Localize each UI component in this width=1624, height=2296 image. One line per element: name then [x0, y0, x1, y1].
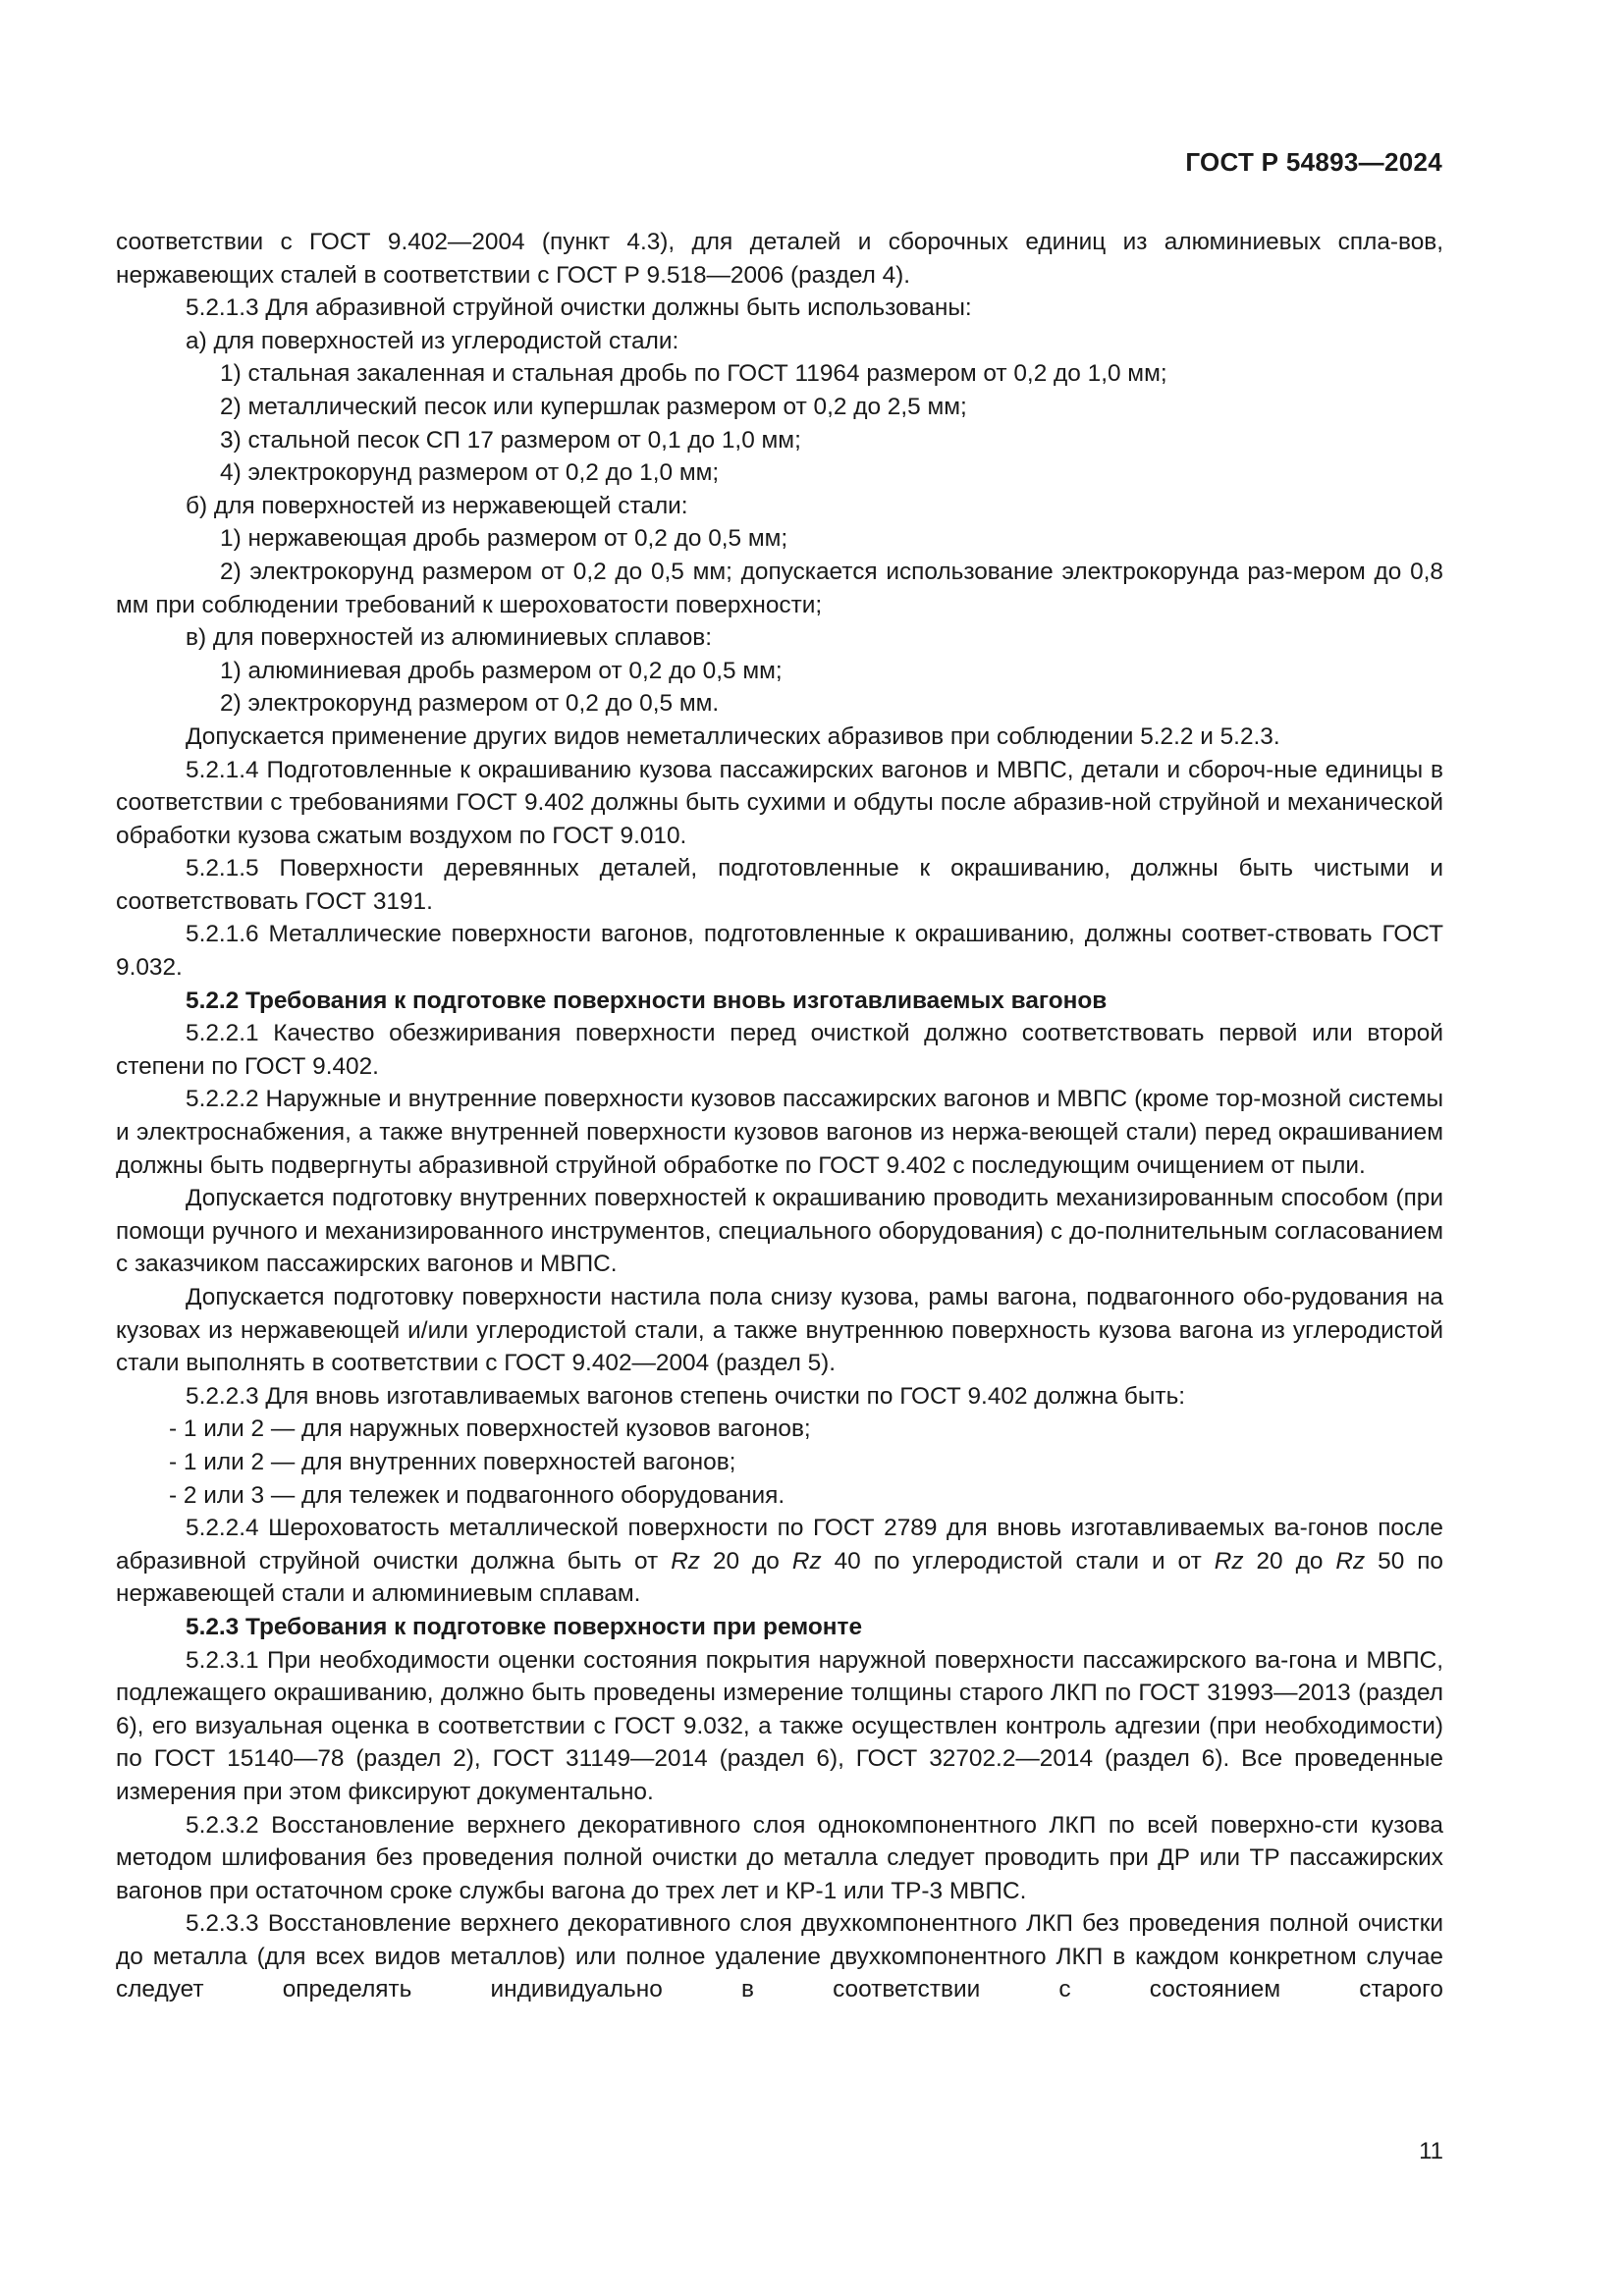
paragraph: 5.2.1.6 Металлические поверхности вагонов, подготовленные к окрашиванию, должны соответ-ствовать ГОСТ 9.032.	[116, 921, 1443, 982]
paragraph: Допускается подготовку поверхности настила пола снизу кузова, рамы вагона, подвагонного обо-рудования на кузовах из нержавеющей и/или углеродистой стали, а также внутреннюю поверхность кузова вагона из углеродистой стали выполнять в соответствии с ГОСТ 9.402—2004 (раздел 5).	[116, 1284, 1443, 1377]
paragraph: 5.2.3.2 Восстановление верхнего декоративного слоя однокомпонентного ЛКП по всей поверхно-сти кузова методом шлифования без проведения полной очистки до металла следует проводить при ДР или ТР пассажирских вагонов при остаточном сроке службы вагона до трех лет и КР-1 или ТР-3 МВПС.	[116, 1811, 1443, 1904]
paragraph: 5.2.1.3 Для абразивной струйной очистки должны быть использованы:	[186, 294, 972, 322]
paragraph: 5.2.2.4 Шероховатость металлической поверхности по ГОСТ 2789 для вновь изготавливаемых ва-гонов после абразивной струйной очистки должна быть от Rz 20 до Rz 40 по углеродистой стали и от Rz 20 до Rz 50 по нержавеющей стали и алюминиевым сплавам.	[116, 1515, 1444, 1608]
list-item: а) для поверхностей из углеродистой стали:	[186, 327, 679, 354]
paragraph: Допускается применение других видов неметаллических абразивов при соблюдении 5.2.2 и 5.2.3.	[186, 722, 1280, 750]
paragraph: Допускается подготовку внутренних поверхностей к окрашиванию проводить механизированным способом (при помощи ручного и механизированного инструментов, специального оборудования) с до-полнительным согласованием с заказчиком пассажирских вагонов и МВПС.	[116, 1185, 1443, 1278]
list-item: 4) электрокорунд размером от 0,2 до 1,0 мм;	[220, 459, 720, 487]
paragraph: 5.2.2.1 Качество обезжиривания поверхности перед очисткой должно соответствовать первой или второй степени по ГОСТ 9.402.	[116, 1020, 1443, 1080]
paragraph: 5.2.1.4 Подготовленные к окрашиванию кузова пассажирских вагонов и МВПС, детали и сбороч-ные единицы в соответствии с требованиями ГОСТ 9.402 должны быть сухими и обдуты после абразив-ной струйной и механической обработки кузова сжатым воздухом по ГОСТ 9.010.	[116, 756, 1443, 849]
list-item: б) для поверхностей из нержавеющей стали:	[186, 492, 688, 519]
list-item: в) для поверхностей из алюминиевых сплавов:	[186, 624, 712, 652]
list-item: 3) стальной песок СП 17 размером от 0,1 до 1,0 мм;	[220, 426, 801, 454]
paragraph: 5.2.2.3 Для вновь изготавливаемых вагонов степень очистки по ГОСТ 9.402 должна быть:	[186, 1382, 1186, 1410]
paragraph: 5.2.3.3 Восстановление верхнего декоративного слоя двухкомпонентного ЛКП без проведения полной очистки до металла (для всех видов металлов) или полное удаление двухкомпонентного ЛКП в каждом конкретном случае следует определять индивидуально в соответствии с состоянием старого	[116, 1910, 1443, 2003]
list-item: 1) алюминиевая дробь размером от 0,2 до 0,5 мм;	[220, 657, 783, 684]
document-header: ГОСТ Р 54893—2024	[1185, 147, 1442, 177]
page-number: 11	[1419, 2138, 1443, 2164]
list-item: 2) электрокорунд размером от 0,2 до 0,5 мм; допускается использование электрокорунда раз-мером до 0,8 мм при соблюдении требований к шероховатости поверхности;	[116, 558, 1443, 618]
list-item: 2) электрокорунд размером от 0,2 до 0,5 мм.	[220, 690, 720, 718]
list-item: - 1 или 2 — для внутренних поверхностей вагонов;	[169, 1448, 736, 1475]
list-item: - 2 или 3 — для тележек и подвагонного оборудования.	[169, 1481, 785, 1509]
paragraph: соответствии с ГОСТ 9.402—2004 (пункт 4.3), для деталей и сборочных единиц из алюминиевых спла-вов, нержавеющих сталей в соответствии с ГОСТ Р 9.518—2006 (раздел 4).	[116, 229, 1443, 289]
list-item: - 1 или 2 — для наружных поверхностей кузовов вагонов;	[169, 1415, 811, 1443]
paragraph: 5.2.1.5 Поверхности деревянных деталей, подготовленные к окрашиванию, должны быть чистыми и соответствовать ГОСТ 3191.	[116, 855, 1443, 915]
section-heading: 5.2.2 Требования к подготовке поверхности вновь изготавливаемых вагонов	[186, 987, 1108, 1014]
document-body	[116, 226, 1443, 2006]
list-item: 1) стальная закаленная и стальная дробь по ГОСТ 11964 размером от 0,2 до 1,0 мм;	[220, 360, 1167, 388]
section-heading: 5.2.3 Требования к подготовке поверхности при ремонте	[186, 1613, 863, 1640]
paragraph: 5.2.2.2 Наружные и внутренние поверхности кузовов пассажирских вагонов и МВПС (кроме тор-мозной системы и электроснабжения, а также внутренней поверхности кузовов вагонов из нержа-веющей стали) перед окрашиванием должны быть подвергнуты абразивной струйной обработке по ГОСТ 9.402 с последующим очищением от пыли.	[116, 1086, 1443, 1179]
list-item: 1) нержавеющая дробь размером от 0,2 до 0,5 мм;	[220, 525, 788, 553]
paragraph: 5.2.3.1 При необходимости оценки состояния покрытия наружной поверхности пассажирского ва-гона и МВПС, подлежащего окрашиванию, должно быть проведены измерение толщины старого ЛКП по ГОСТ 31993—2013 (раздел 6), его визуальная оценка в соответствии с ГОСТ 9.032, а также осуществлен контроль адгезии (при необходимости) по ГОСТ 15140—78 (раздел 2), ГОСТ 31149—2014 (раздел 6), ГОСТ 32702.2—2014 (раздел 6). Все проведенные измерения при этом фиксируют документально.	[116, 1646, 1443, 1805]
list-item: 2) металлический песок или купершлак размером от 0,2 до 2,5 мм;	[220, 393, 967, 420]
